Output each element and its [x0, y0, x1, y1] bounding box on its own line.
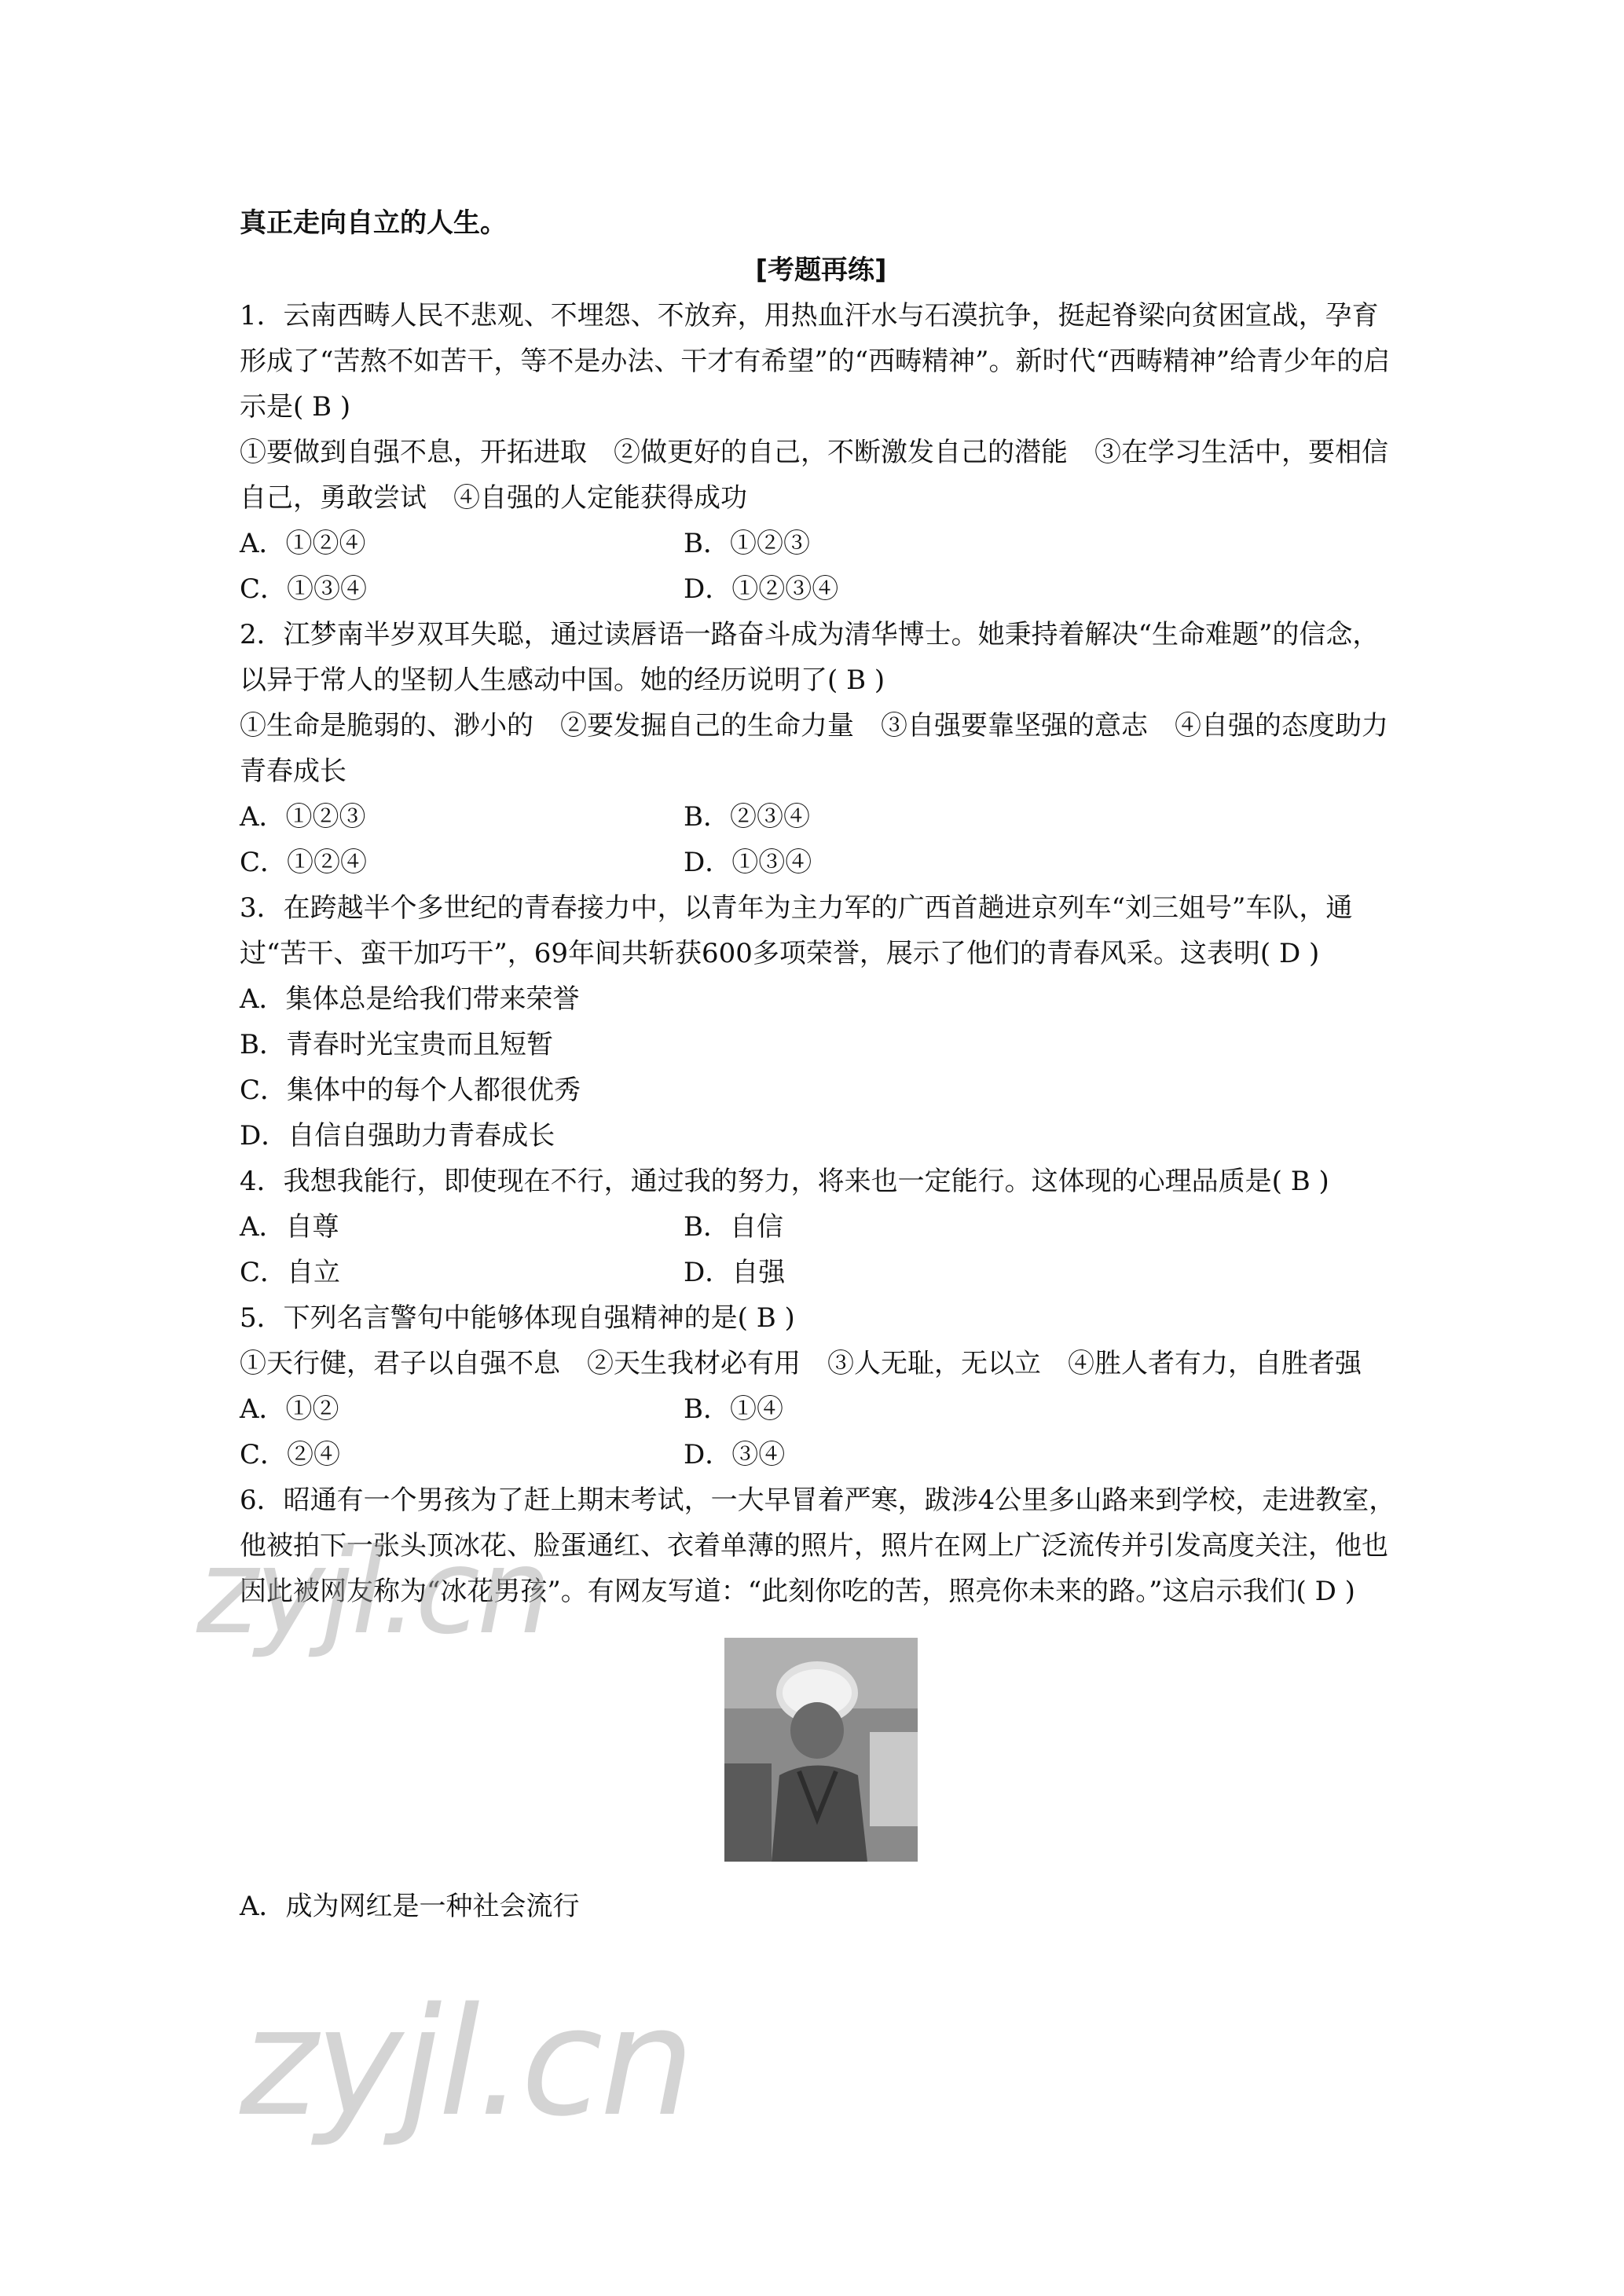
- question-3: [240, 885, 1402, 1159]
- question-statements: ①生命是脆弱的、渺小的 ②要发掘自己的生命力量 ③自强要靠坚强的意志 ④自强的态度助力青春成长: [240, 710, 1388, 787]
- option-d: D．自强: [684, 1257, 786, 1288]
- document-body: [240, 200, 1402, 1929]
- option-c: C．①②④: [240, 847, 368, 878]
- option-a: A．①②③: [240, 801, 366, 833]
- option-b: B．②③④: [684, 801, 810, 833]
- options: [240, 521, 1402, 612]
- question-stem: 2．江梦南半岁双耳失聪，通过读唇语一路奋斗成为清华博士。她秉持着解决“生命难题”的信念，以异于常人的坚韧人生感动中国。她的经历说明了( B ): [240, 619, 1380, 696]
- option-a: A．①②④: [240, 528, 366, 559]
- question-stem: 6．昭通有一个男孩为了赶上期末考试，一大早冒着严寒，跋涉4公里多山路来到学校，走进教室，他被拍下一张头顶冰花、脸蛋通红、衣着单薄的照片，照片在网上广泛流传并引发高度关注，他也因此被网友称为“冰花男孩”。有网友写道：“此刻你吃的苦，照亮你未来的路。”这启示我们( D ): [240, 1485, 1396, 1607]
- option-a: A．①②: [240, 1393, 339, 1425]
- option-d: D．自信自强助力青春成长: [240, 1120, 555, 1152]
- options: [240, 1884, 1402, 1929]
- question-2: [240, 612, 1402, 885]
- options: [240, 794, 1402, 885]
- question-6: [240, 1478, 1402, 1929]
- photo-illustration: [724, 1638, 918, 1862]
- watermark: zyjl.cn: [196, 1524, 549, 1661]
- watermark: zyjl.cn: [240, 1976, 692, 2149]
- option-a: A．自尊: [240, 1211, 339, 1243]
- option-d: D．①③④: [684, 847, 812, 878]
- option-c: C．自立: [240, 1257, 341, 1288]
- question-stem: 3．在跨越半个多世纪的青春接力中，以青年为主力军的广西首趟进京列车“刘三姐号”车队，通过“苦干、蛮干加巧干”，69年间共斩获600多项荣誉，展示了他们的青春风采。这表明( D ): [240, 892, 1353, 969]
- question-statements: ①要做到自强不息，开拓进取 ②做更好的自己，不断激发自己的潜能 ③在学习生活中，要相信自己，勇敢尝试 ④自强的人定能获得成功: [240, 437, 1388, 514]
- option-a: A．成为网红是一种社会流行: [240, 1891, 580, 1922]
- question-1: [240, 293, 1402, 612]
- lead-line: 真正走向自立的人生。: [240, 207, 507, 239]
- question-statements: ①天行健，君子以自强不息 ②天生我材必有用 ③人无耻，无以立 ④胜人者有力，自胜者强: [240, 1348, 1362, 1379]
- question-stem: 5．下列名言警句中能够体现自强精神的是( B ): [240, 1302, 795, 1334]
- options: [240, 1386, 1402, 1478]
- option-b: B．①④: [684, 1393, 783, 1425]
- option-d: D．①②③④: [684, 573, 839, 605]
- question-4: [240, 1159, 1402, 1295]
- option-c: C．集体中的每个人都很优秀: [240, 1075, 581, 1106]
- option-b: B．①②③: [684, 528, 810, 559]
- options: [240, 1204, 1402, 1295]
- option-b: B．自信: [684, 1211, 783, 1243]
- options: [240, 976, 1402, 1159]
- ice-flower-boy-photo: [724, 1638, 918, 1862]
- section-title: [考题再练]: [755, 255, 887, 286]
- option-b: B．青春时光宝贵而且短暂: [240, 1029, 553, 1060]
- question-5: [240, 1295, 1402, 1478]
- photo-container: [240, 1638, 1402, 1862]
- option-a: A．集体总是给我们带来荣誉: [240, 983, 580, 1015]
- option-c: C．②④: [240, 1439, 341, 1470]
- question-stem: 4．我想我能行，即使现在不行，通过我的努力，将来也一定能行。这体现的心理品质是( B ): [240, 1166, 1329, 1197]
- option-c: C．①③④: [240, 573, 368, 605]
- option-d: D．③④: [684, 1439, 786, 1470]
- question-stem: 1．云南西畴人民不悲观、不埋怨、不放弃，用热血汗水与石漠抗争，挺起脊梁向贫困宣战，孕育形成了“苦熬不如苦干，等不是办法、干才有希望”的“西畴精神”。新时代“西畴精神”给青少年的启示是( B ): [240, 300, 1391, 423]
